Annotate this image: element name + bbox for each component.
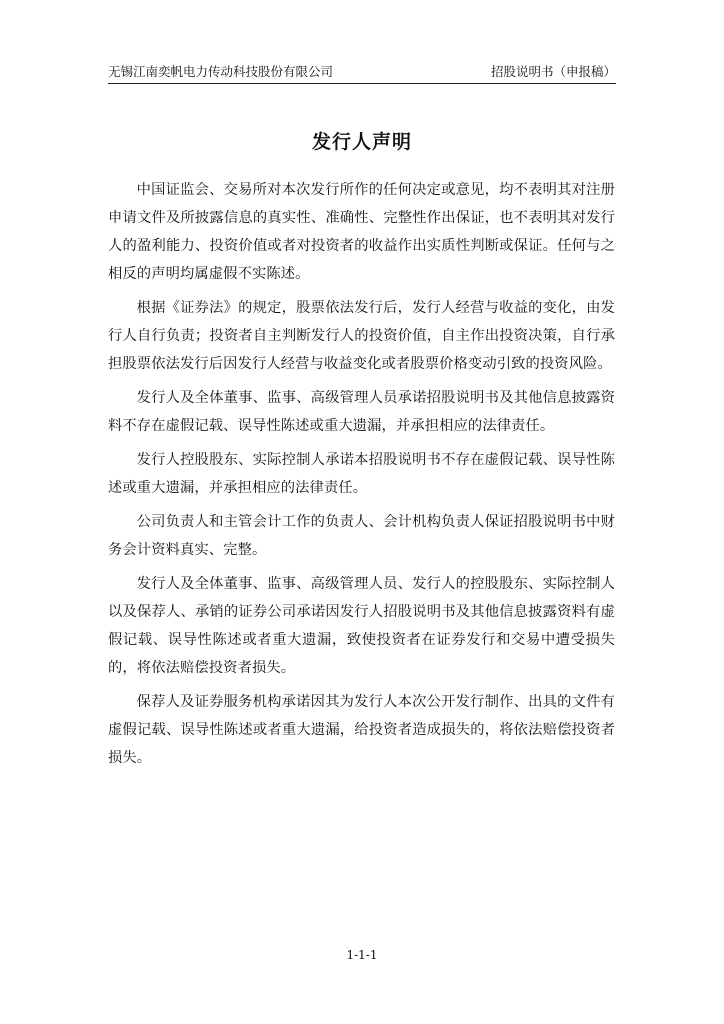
paragraph-compensation-commitment: 发行人及全体董事、监事、高级管理人员、发行人的控股股东、实际控制人以及保荐人、承销的证券公司承诺因发行人招股说明书及其他信息披露资料有虚假记载、误导性陈述或者重大遗漏，致使投资者在证券发行和交易中遭受损失的，将依法赔偿投资者损失。	[108, 576, 615, 676]
paragraph-regulator-disclaimer: 中国证监会、交易所对本次发行所作的任何决定或意见，均不表明其对注册申请文件及所披露信息的真实性、准确性、完整性作出保证，也不表明其对发行人的盈利能力、投资价值或者对投资者的收益作出实质性判断或保证。任何与之相反的声明均属虚假不实陈述。	[108, 182, 615, 282]
declaration-body	[108, 176, 615, 778]
paragraph-investment-risk: 根据《证券法》的规定，股票依法发行后，发行人经营与收益的变化，由发行人自行负责；投资者自主判断发行人的投资价值，自主作出投资决策，自行承担股票依法发行后因发行人经营与收益变化或者股票价格变动引致的投资风险。	[108, 300, 615, 372]
paragraph-sponsor-commitment: 保荐人及证券服务机构承诺因其为发行人本次公开发行制作、出具的文件有虚假记载、误导性陈述或者重大遗漏，给投资者造成损失的，将依法赔偿投资者损失。	[108, 694, 615, 766]
paragraph-financial-assurance: 公司负责人和主管会计工作的负责人、会计机构负责人保证招股说明书中财务会计资料真实、完整。	[108, 514, 615, 558]
page-number: 1-1-1	[346, 948, 378, 962]
paragraph-directors-commitment: 发行人及全体董事、监事、高级管理人员承诺招股说明书及其他信息披露资料不存在虚假记载、误导性陈述或重大遗漏，并承担相应的法律责任。	[108, 390, 615, 434]
paragraph-controller-commitment: 发行人控股股东、实际控制人承诺本招股说明书不存在虚假记载、误导性陈述或重大遗漏，并承担相应的法律责任。	[108, 452, 615, 496]
company-name: 无锡江南奕帆电力传动科技股份有限公司	[108, 64, 334, 79]
page-title: 发行人声明	[311, 131, 412, 153]
page-header	[108, 58, 616, 84]
document-type: 招股说明书（申报稿）	[490, 64, 616, 79]
